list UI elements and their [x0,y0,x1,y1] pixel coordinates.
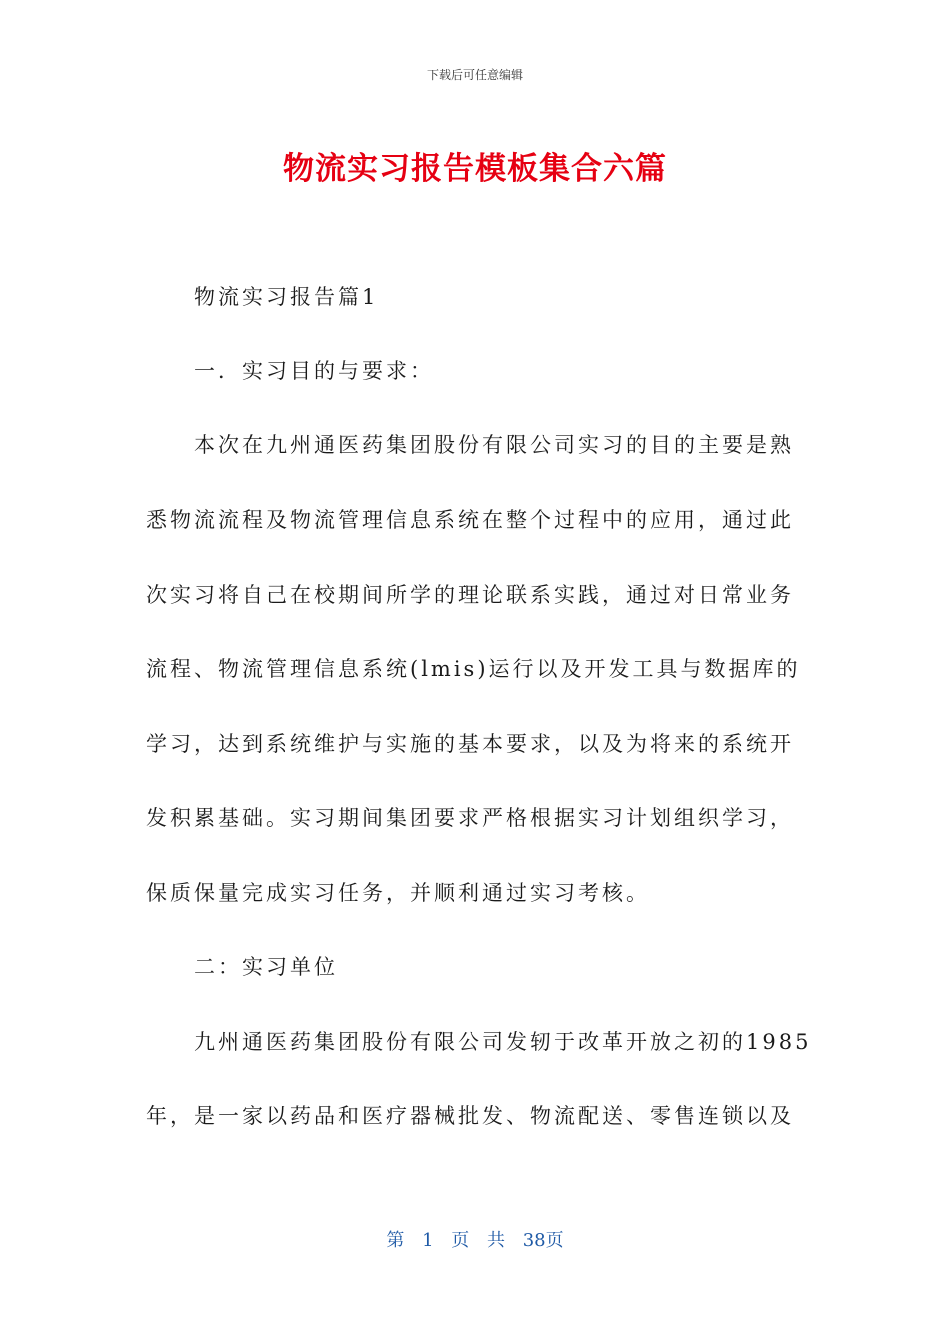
footer-total-label: 共 [487,1230,505,1251]
document-title: 物流实习报告模板集合六篇 [283,151,667,187]
paragraph-line: 次实习将自己在校期间所学的理论联系实践，通过对日常业务 [146,583,794,607]
paragraph-line: 发积累基础。实习期间集团要求严格根据实习计划组织学习， [146,806,794,830]
paragraph-line: 年，是一家以药品和医疗器械批发、物流配送、零售连锁以及 [146,1104,794,1128]
paragraph-line: 九州通医药集团股份有限公司发轫于改革开放之初的1985 [194,1030,812,1054]
footer-total-pages: 38页 [522,1230,564,1251]
subsection-heading: 一．实习目的与要求： [194,359,434,383]
section-heading: 物流实习报告篇1 [194,285,379,309]
footer-page-label: 第 [386,1230,405,1251]
paragraph-line: 保质保量完成实习任务，并顺利通过实习考核。 [146,881,650,905]
paragraph-line: 流程、物流管理信息系统(lmis)运行以及开发工具与数据库的 [146,657,801,681]
subsection-heading: 二：实习单位 [194,955,338,979]
header-note: 下载后可任意编辑 [426,68,523,82]
paragraph-line: 悉物流流程及物流管理信息系统在整个过程中的应用，通过此 [146,508,794,532]
page-footer [0,1226,950,1252]
footer-page-number: 1 [422,1230,434,1251]
paragraph-line: 学习，达到系统维护与实施的基本要求，以及为将来的系统开 [146,732,794,756]
footer-page-unit: 页 [451,1230,470,1251]
paragraph-line: 本次在九州通医药集团股份有限公司实习的目的主要是熟 [194,433,794,457]
